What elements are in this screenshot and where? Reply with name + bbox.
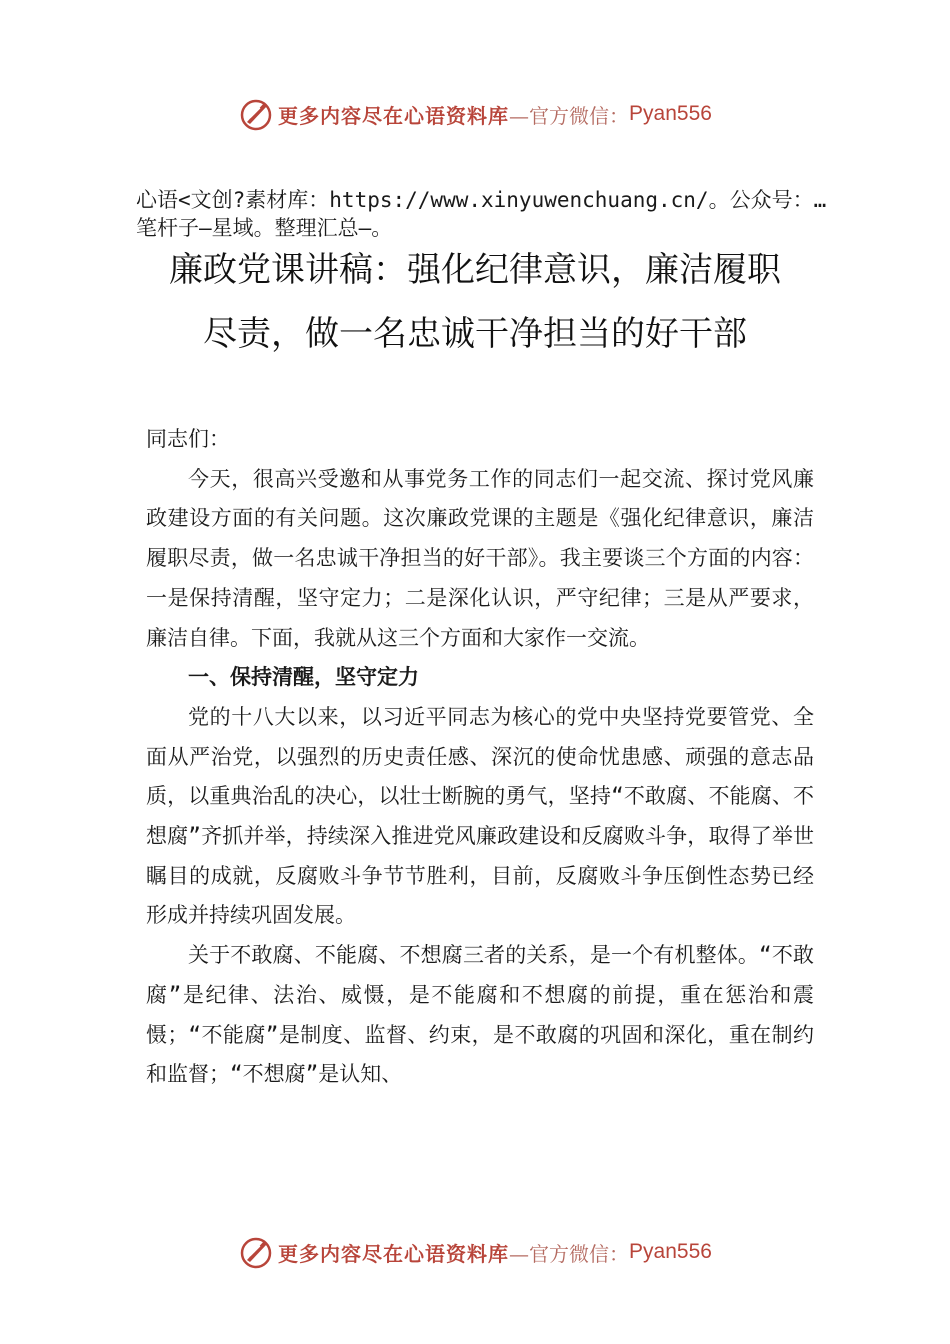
banner-sub-text: —官方微信： xyxy=(509,1241,630,1266)
banner-sub-text: —官方微信： xyxy=(509,103,630,128)
paragraph: 党的十八大以来，以习近平同志为核心的党中央坚持党要管党、全面从严治党，以强烈的历史责任感、深沉的使命忧患感、顽强的意志品质，以重典治乱的决心，以壮士断腕的勇气，坚持“不敢腐、不能腐、不想腐”齐抓并举，持续深入推进党风廉政建设和反腐败斗争，取得了举世瞩目的成就，反腐败斗争节节胜利，目前，反腐败斗争压倒性态势已经形成并持续巩固发展。 xyxy=(146,704,814,928)
paragraph: 今天，很高兴受邀和从事党务工作的同志们一起交流、探讨党风廉政建设方面的有关问题。这次廉政党课的主题是《强化纪律意识，廉洁履职尽责，做一名忠诚干净担当的好干部》。我主要谈三个方面的内容：一是保持清醒，坚守定力；二是深化认识，严守纪律；三是从严要求，廉洁自律。下面，我就从这三个方面和大家作一交流。 xyxy=(146,466,814,650)
banner-wechat-id: Pyan556 xyxy=(629,102,712,125)
banner-main-text: 更多内容尽在心语资料库 xyxy=(278,103,510,128)
footer-banner xyxy=(0,1232,950,1272)
source-note: 心语<文创?素材库：https://www.xinyuwenchuang.cn/。公众号：…笔杆子—星域。整理汇总—。 xyxy=(136,188,827,240)
section-heading: 一、保持清醒，坚守定力 xyxy=(188,665,419,690)
salutation: 同志们： xyxy=(146,427,230,451)
title-line-2: 尽责，做一名忠诚干净担当的好干部 xyxy=(203,314,747,354)
document-body xyxy=(146,420,814,1095)
quill-seal-icon xyxy=(238,1234,274,1270)
paragraph: 关于不敢腐、不能腐、不想腐三者的关系，是一个有机整体。“不敢腐”是纪律、法治、威慑，是不能腐和不想腐的前提，重在惩治和震慑；“不能腐”是制度、监督、约束，是不敢腐的巩固和深化，重在制约和监督；“不想腐”是认知、 xyxy=(146,943,814,1087)
banner-main-text: 更多内容尽在心语资料库 xyxy=(278,1241,510,1266)
banner-wechat-id: Pyan556 xyxy=(629,1240,712,1263)
header-banner xyxy=(0,94,950,134)
document-title xyxy=(100,238,850,366)
title-line-1: 廉政党课讲稿：强化纪律意识，廉洁履职 xyxy=(169,250,781,290)
quill-seal-icon xyxy=(238,96,274,132)
